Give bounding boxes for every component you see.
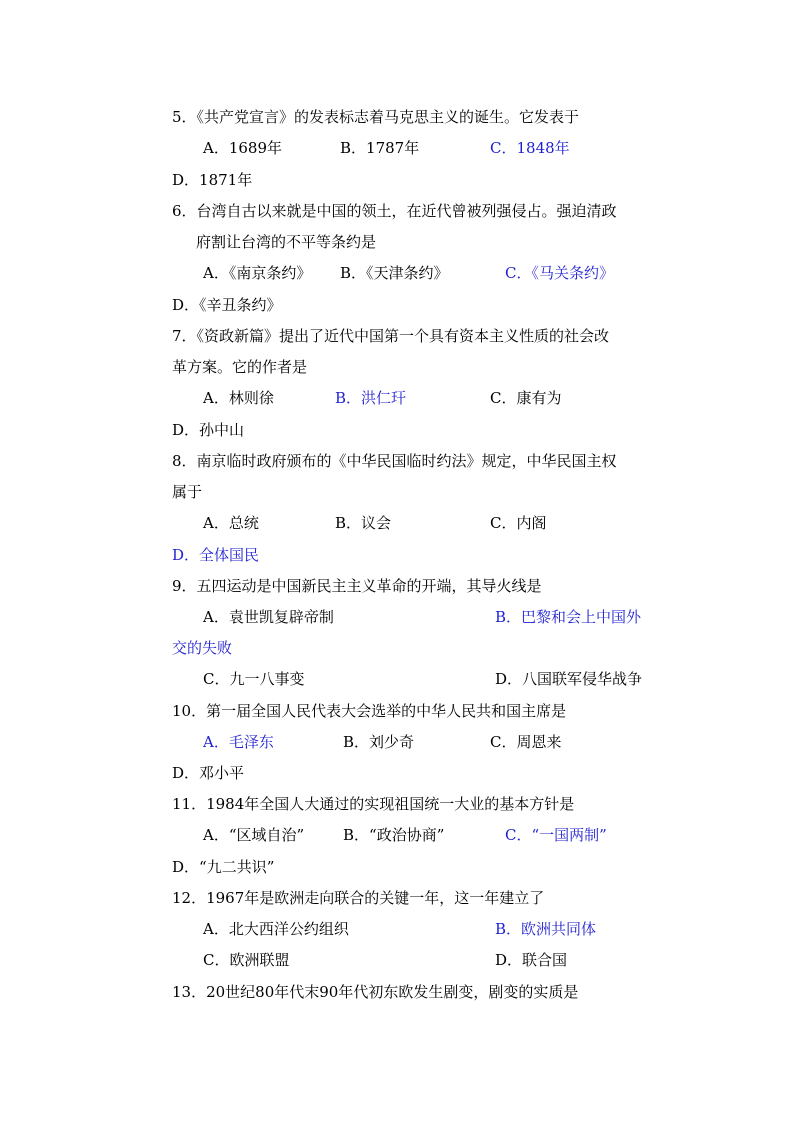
question-8-option-c: C．内阁: [490, 514, 547, 532]
question-9-stem: 9．五四运动是中国新民主主义革命的开端，其导火线是: [172, 577, 542, 595]
question-8-option-a: A．总统: [203, 514, 259, 532]
question-7-stem-line-2: 革方案。它的作者是: [172, 358, 308, 376]
question-9-option-b-continued: 交的失败: [172, 639, 233, 657]
question-9-option-a: A．袁世凯复辟帝制: [203, 608, 334, 626]
question-11-stem: 11．1984年全国人大通过的实现祖国统一大业的基本方针是: [172, 795, 575, 813]
question-8-stem-line-1: 8．南京临时政府颁布的《中华民国临时约法》规定，中华民国主权: [172, 452, 617, 470]
question-13-stem: 13．20世纪80年代末90年代初东欧发生剧变，剧变的实质是: [172, 983, 579, 1001]
question-6-stem-line-1: 6．台湾自古以来就是中国的领土，在近代曾被列强侵占。强迫清政: [172, 202, 617, 220]
question-10-option-c: C．周恩来: [490, 733, 562, 751]
question-6-option-c: C．《马关条约》: [505, 264, 614, 282]
question-6-stem-line-2: 府割让台湾的不平等条约是: [196, 233, 377, 251]
question-5-option-c: C．1848年: [490, 139, 570, 157]
question-6-option-b: B．《天津条约》: [340, 264, 449, 282]
question-12-option-b: B．欧洲共同体: [495, 920, 597, 938]
question-8-stem-line-2: 属于: [172, 483, 203, 501]
question-10-option-b: B．刘少奇: [343, 733, 415, 751]
question-6-option-d: D．《辛丑条约》: [172, 296, 282, 314]
question-8-option-b: B．议会: [335, 514, 392, 532]
question-10-option-d: D．邓小平: [172, 764, 245, 782]
question-5-option-a: A．1689年: [203, 139, 283, 157]
question-12-option-c: C．欧洲联盟: [203, 951, 290, 969]
question-12-option-a: A．北大西洋公约组织: [203, 920, 349, 938]
question-11-option-a: A．“区域自治”: [203, 826, 305, 844]
question-10-stem: 10．第一届全国人民代表大会选举的中华人民共和国主席是: [172, 702, 567, 720]
question-6-option-a: A．《南京条约》: [203, 264, 312, 282]
question-8-option-d: D．全体国民: [172, 546, 260, 564]
question-7-option-d: D．孙中山: [172, 421, 245, 439]
question-9-option-d: D．八国联军侵华战争: [495, 670, 643, 688]
question-12-option-d: D．联合国: [495, 951, 568, 969]
question-7-stem-line-1: 7．《资政新篇》提出了近代中国第一个具有资本主义性质的社会改: [172, 327, 610, 345]
question-5-stem: 5．《共产党宣言》的发表标志着马克思主义的诞生。它发表于: [172, 108, 580, 126]
question-5-option-d: D．1871年: [172, 171, 253, 189]
question-11-option-c: C．“一国两制”: [505, 826, 607, 844]
question-9-option-c: C．九一八事变: [203, 670, 305, 688]
question-11-option-d: D．“九二共识”: [172, 858, 275, 876]
question-9-option-b: B．巴黎和会上中国外: [495, 608, 642, 626]
question-7-option-a: A．林则徐: [203, 389, 274, 407]
question-5-option-b: B．1787年: [340, 139, 420, 157]
question-7-option-b: B．洪仁玕: [335, 389, 407, 407]
question-7-option-c: C．康有为: [490, 389, 562, 407]
question-11-option-b: B．“政治协商”: [343, 826, 445, 844]
question-12-stem: 12．1967年是欧洲走向联合的关键一年，这一年建立了: [172, 889, 545, 907]
question-10-option-a: A．毛泽东: [203, 733, 274, 751]
